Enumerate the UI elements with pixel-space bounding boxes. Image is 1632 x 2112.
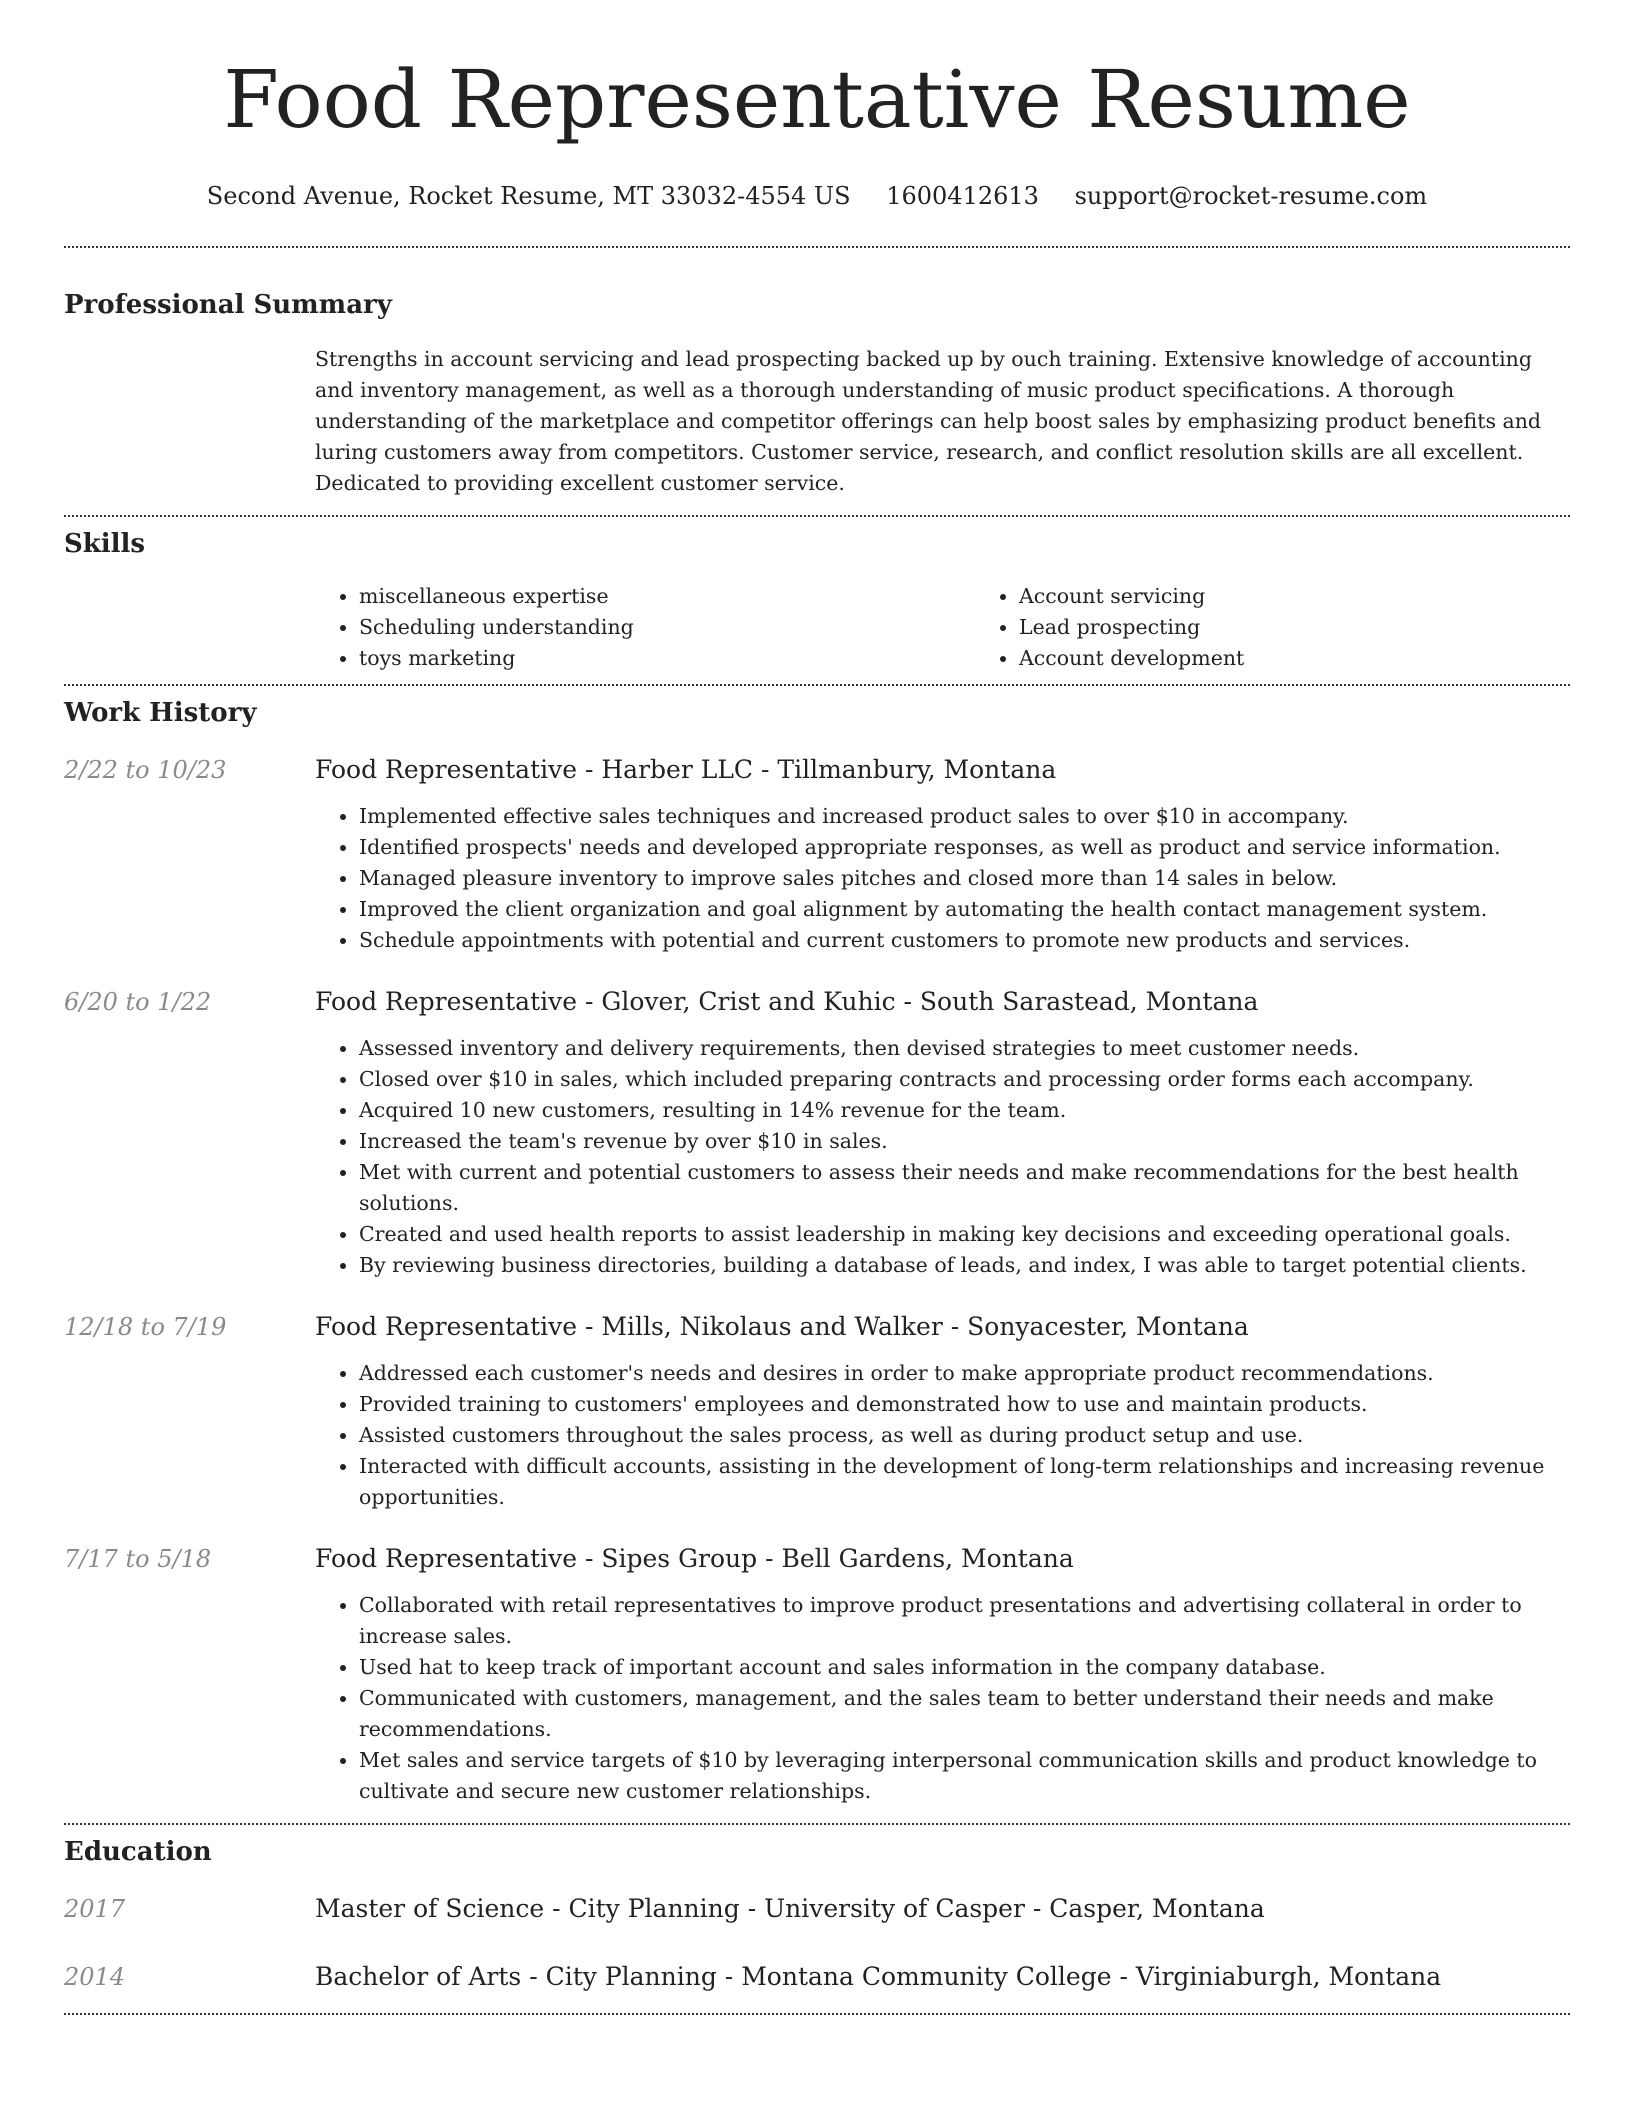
job-bullet: • Met with current and potential customers to assess their needs and make recommendations for the best health solutions. [359,1157,1570,1219]
job-bullet: • Used hat to keep track of important account and sales information in the company database. [359,1652,1570,1683]
skills-column-1 [315,581,975,674]
section-title-skills: Skills [64,529,146,559]
job-bullet: • Communicated with customers, management, and the sales team to better understand their needs and make recommendations. [359,1683,1570,1745]
skills-row [64,581,1570,674]
divider [64,2013,1570,2015]
skill-item: • Scheduling understanding [359,612,975,643]
job-bullets-row [64,1590,1570,1807]
job-dates: 12/18 to 7/19 [64,1313,227,1341]
skill-item: • Account servicing [1019,581,1570,612]
job-bullet: • Interacted with difficult accounts, assisting in the development of long-term relationships and increasing revenue opportunities. [359,1451,1570,1513]
job-bullets-row [64,1033,1570,1281]
job-entry [64,1311,1570,1343]
job-bullet: • Met sales and service targets of $10 by leveraging interpersonal communication skills and product knowledge to cultivate and secure new customer relationships. [359,1745,1570,1807]
job-bullet: • Schedule appointments with potential and current customers to promote new products and services. [359,925,1570,956]
job-bullet: • Acquired 10 new customers, resulting in 14% revenue for the team. [359,1095,1570,1126]
job-title: Food Representative - Sipes Group - Bell Gardens, Montana [315,1544,1074,1573]
job-bullet: • Addressed each customer's needs and desires in order to make appropriate product recommendations. [359,1358,1570,1389]
job-bullet: • Collaborated with retail representatives to improve product presentations and advertising collateral in order to increase sales. [359,1590,1570,1652]
divider [64,246,1570,248]
skill-item: • Lead prospecting [1019,612,1570,643]
divider [64,515,1570,517]
education-degree: Bachelor of Arts - City Planning - Montana Community College - Virginiaburgh, Montana [315,1962,1442,1991]
divider [64,1823,1570,1825]
job-dates: 2/22 to 10/23 [64,756,227,784]
section-title-education: Education [64,1837,212,1867]
summary-row [64,344,1570,499]
job-entry [64,1543,1570,1575]
address: Second Avenue, Rocket Resume, MT 33032-4554 US [206,182,851,210]
skill-item: • Account development [1019,643,1570,674]
education-entry [64,1893,1570,1925]
job-bullets-row [64,801,1570,956]
job-bullet: • Closed over $10 in sales, which included preparing contracts and processing order forms each accompany. [359,1064,1570,1095]
job-bullet: • Identified prospects' needs and developed appropriate responses, as well as product and service information. [359,832,1570,863]
job-bullet: • Assessed inventory and delivery requirements, then devised strategies to meet customer needs. [359,1033,1570,1064]
job-bullet: • Increased the team's revenue by over $10 in sales. [359,1126,1570,1157]
job-bullet: • Assisted customers throughout the sales process, as well as during product setup and use. [359,1420,1570,1451]
resume-page [64,0,1570,2015]
resume-title: Food Representative Resume [223,53,1411,146]
skills-list [315,581,1570,674]
skill-item: • miscellaneous expertise [359,581,975,612]
job-bullets [315,1033,1570,1281]
job-bullets [315,1590,1570,1807]
skills-column-2 [975,581,1570,674]
job-title: Food Representative - Mills, Nikolaus and Walker - Sonyacester, Montana [315,1312,1249,1341]
summary-text: Strengths in account servicing and lead prospecting backed up by ouch training. Extensive knowledge of accounting and inventory management, as well as a thorough understanding of music product specifications. A thorough understanding of the marketplace and competitor offerings can help boost sales by emphasizing product benefits and luring customers away from competitors. Customer service, research, and conflict resolution skills are all excellent. Dedicated to providing excellent customer service. [315,347,1542,495]
education-year: 2017 [64,1895,126,1923]
divider [64,684,1570,686]
job-bullet: • By reviewing business directories, building a database of leads, and index, I was able to target potential clients. [359,1250,1570,1281]
phone: 1600412613 [886,182,1039,210]
email: support@rocket-resume.com [1074,182,1428,210]
job-title: Food Representative - Glover, Crist and Kuhic - South Sarastead, Montana [315,987,1259,1016]
contact-line [64,180,1570,212]
job-bullet: • Implemented effective sales techniques and increased product sales to over $10 in accompany. [359,801,1570,832]
education-degree: Master of Science - City Planning - University of Casper - Casper, Montana [315,1894,1265,1923]
education-entry [64,1961,1570,1993]
job-bullets [315,801,1570,956]
job-entry [64,986,1570,1018]
job-bullets-row [64,1358,1570,1513]
section-title-work: Work History [64,698,257,728]
job-dates: 6/20 to 1/22 [64,988,212,1016]
job-bullet: • Improved the client organization and goal alignment by automating the health contact management system. [359,894,1570,925]
job-bullet: • Provided training to customers' employees and demonstrated how to use and maintain products. [359,1389,1570,1420]
job-entry [64,754,1570,786]
job-bullet: • Managed pleasure inventory to improve sales pitches and closed more than 14 sales in below. [359,863,1570,894]
job-bullet: • Created and used health reports to assist leadership in making key decisions and exceeding operational goals. [359,1219,1570,1250]
education-year: 2014 [64,1963,126,1991]
skill-item: • toys marketing [359,643,975,674]
job-bullets [315,1358,1570,1513]
section-title-summary: Professional Summary [64,290,392,320]
job-title: Food Representative - Harber LLC - Tillmanbury, Montana [315,755,1057,784]
job-dates: 7/17 to 5/18 [64,1545,212,1573]
